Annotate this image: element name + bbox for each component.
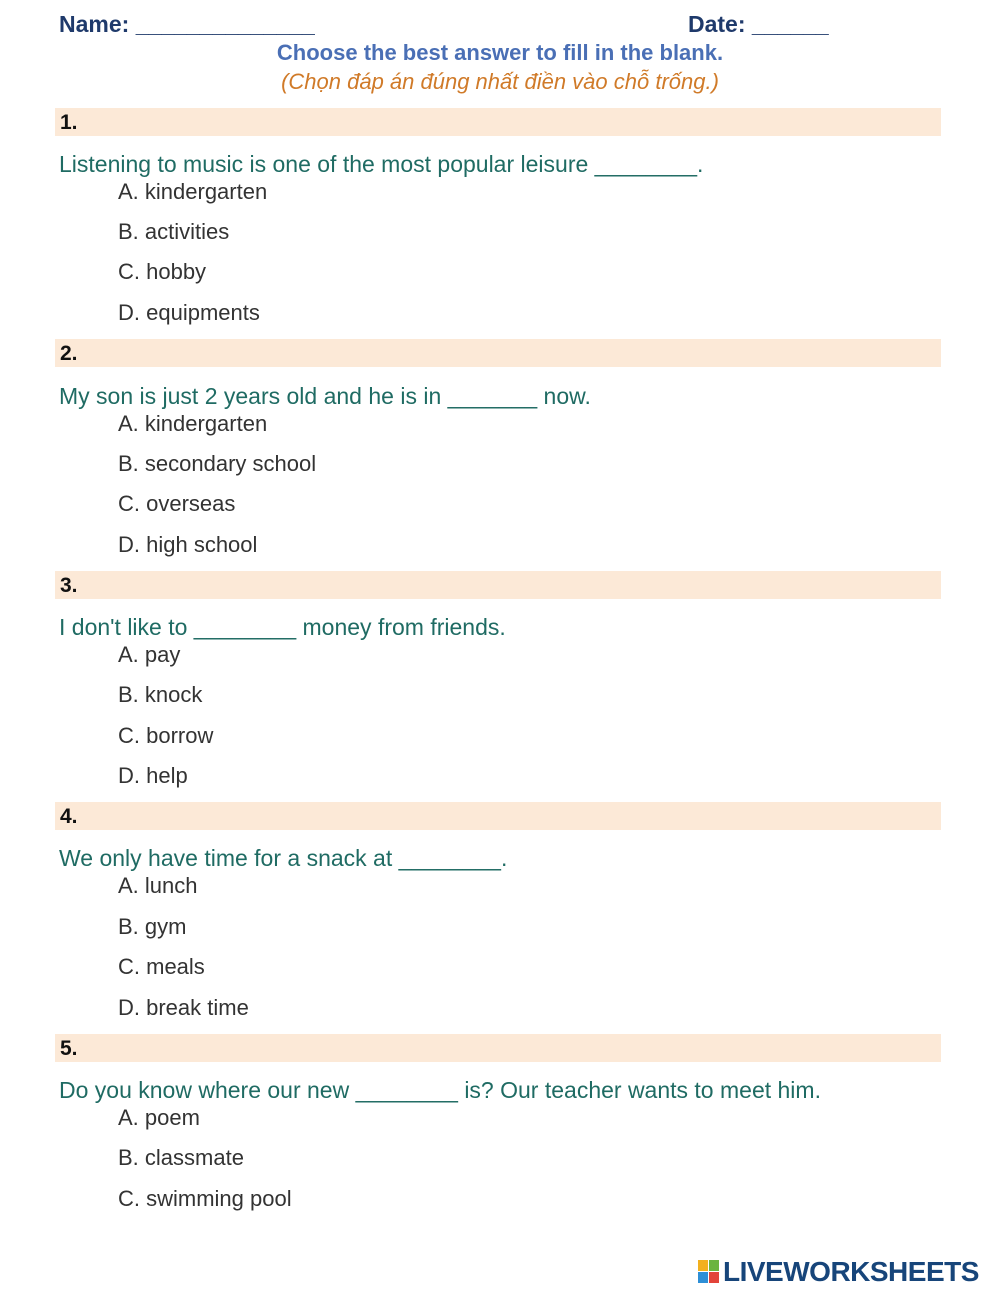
question-number: 1. <box>60 111 78 134</box>
answer-option[interactable]: D. help <box>118 763 188 788</box>
answer-option[interactable]: C. swimming pool <box>118 1186 292 1211</box>
worksheet-subtitle: (Chọn đáp án đúng nhất điền vào chỗ trống.) <box>281 69 719 94</box>
question-text: My son is just 2 years old and he is in _______ now. <box>59 383 591 409</box>
question-header <box>55 802 941 830</box>
question-text: I don't like to ________ money from friends. <box>59 614 506 640</box>
date-label: Date: ______ <box>688 11 829 37</box>
answer-option[interactable]: D. equipments <box>118 300 260 325</box>
liveworksheets-logo <box>698 1257 979 1287</box>
answer-option[interactable]: D. high school <box>118 532 258 557</box>
answer-option[interactable]: B. classmate <box>118 1145 244 1170</box>
name-label: Name: ______________ <box>59 11 315 37</box>
answer-option[interactable]: C. borrow <box>118 723 214 748</box>
question-number: 4. <box>60 805 78 828</box>
question-number: 3. <box>60 574 78 597</box>
question-text: We only have time for a snack at ________. <box>59 845 508 871</box>
answer-option[interactable]: A. pay <box>118 642 181 667</box>
worksheet-title: Choose the best answer to fill in the blank. <box>276 40 724 65</box>
question-number: 5. <box>60 1037 78 1060</box>
answer-option[interactable]: C. overseas <box>118 491 236 516</box>
answer-option[interactable]: D. break time <box>118 995 249 1020</box>
liveworksheets-logo-icon <box>698 1260 720 1284</box>
answer-option[interactable]: A. kindergarten <box>118 179 268 204</box>
answer-option[interactable]: B. gym <box>118 914 187 939</box>
answer-option[interactable]: A. poem <box>118 1105 200 1130</box>
answer-option[interactable]: A. kindergarten <box>118 411 268 436</box>
answer-option[interactable]: B. secondary school <box>118 451 317 476</box>
question-header <box>55 1034 941 1062</box>
question-text: Do you know where our new ________ is? Our teacher wants to meet him. <box>59 1077 821 1103</box>
question-text: Listening to music is one of the most popular leisure ________. <box>59 151 704 177</box>
logo-text: LIVEWORKSHEETS <box>723 1256 979 1287</box>
question-number: 2. <box>60 342 78 365</box>
question-header <box>55 571 941 599</box>
question-header <box>55 339 941 367</box>
answer-option[interactable]: B. activities <box>118 219 230 244</box>
question-header <box>55 108 941 136</box>
answer-option[interactable]: C. meals <box>118 954 205 979</box>
answer-option[interactable]: C. hobby <box>118 259 207 284</box>
answer-option[interactable]: A. lunch <box>118 873 198 898</box>
answer-option[interactable]: B. knock <box>118 682 203 707</box>
